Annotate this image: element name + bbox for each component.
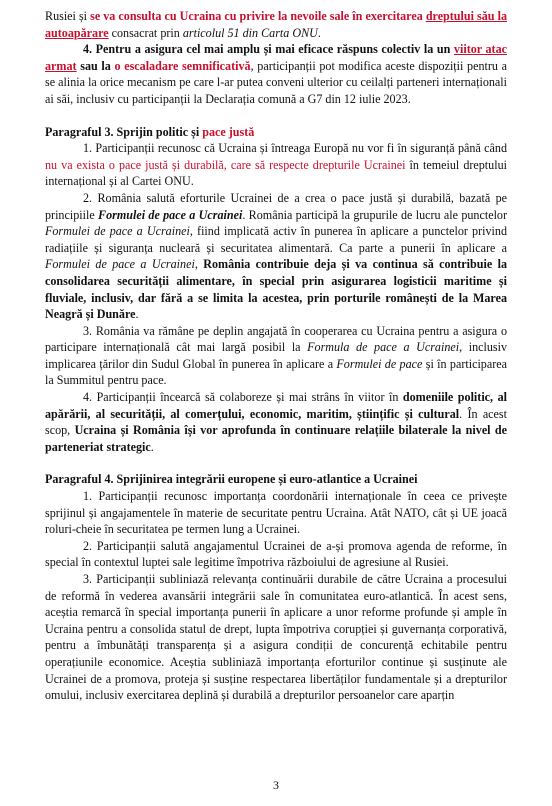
highlighted-text: viitor atac armat xyxy=(45,42,507,73)
highlighted-text: dreptului său la autoapărare xyxy=(45,9,507,40)
section-4-point-3: 3. Participanții subliniază relevanța continuării durabile de către Ucraina a procesului de reformă în vederea avansării integrării sale în comunitatea euro-atlantică. În acest sens, aceștia remarcă în special importanța punerii în aplicare a unor reforme profunde și ample în Ucraina pentru a consolida statul de drept, lupta împotriva corupției și guvernanța corporativă, pentru a îmbunătăți transparența și a asigura condiții de concurență echitabile pentru operațiunile economice. Aceștia subliniază importanța eforturilor continue și susținute ale Ucrainei de a promova, proteja și susține respectarea libertăților fundamentale și a drepturilor omului, inclusiv exercitarea deplină și durabilă a drepturilor persoanelor care aparțin xyxy=(45,572,507,703)
section-4-point-2: 2. Participanții salută angajamentul Ucrainei de a-și promova agenda de reforme, în special în contextul luptei sale legitime împotriva războiului de agresiune al Rusiei. xyxy=(45,538,507,570)
text-run: , participanții pot modifica aceste dispoziții pentru a se alinia la orice mecanism pe care l-ar putea conveni ulterior cu ceilalți parteneri internaționali ai săi, inclusiv cu participanții la Declarația comună a G7 din 12 iulie 2023. xyxy=(45,58,507,106)
formula-reference: Formula de pace a Ucrainei xyxy=(307,340,460,355)
text-run: Rusiei și xyxy=(45,9,91,23)
section-3-point-4 xyxy=(45,389,507,455)
text-run: 2. România salută eforturile Ucrainei de a crea o pace justă și durabilă, bazată pe principiile xyxy=(45,190,507,222)
intro-paragraph xyxy=(45,8,507,41)
text-run: , xyxy=(194,257,204,272)
text-run: . În acest scop, xyxy=(45,406,507,438)
text-run: . xyxy=(135,307,139,322)
bold-text: sau la xyxy=(76,58,115,73)
heading-highlight: pace justă xyxy=(202,124,255,139)
bold-text: Ucraina și România își vor aprofunda în continuare relațiile bilaterale la nivel de parteneriat strategic xyxy=(45,423,508,454)
highlighted-text: o escaladare semnificativă xyxy=(114,58,251,73)
bold-text: România contribuie deja și va continua să contribuie la consolidarea securității alimentare, în special prin asigurarea logisticii maritime și fluviale, inclusiv, dar fără a se limita la acestea, prin porturile românești de la Marea Neagră și Dunăre xyxy=(45,257,507,322)
formula-reference: Formulei de pace a Ucrainei xyxy=(98,207,243,222)
text-run: . România participă la grupurile de lucru ale punctelor xyxy=(242,207,507,222)
page-number: 3 xyxy=(273,778,279,792)
formula-reference: Formulei de pace xyxy=(336,356,423,371)
text-run: , fiind implicată activ în punerea în aplicare a punctelor privind radiațiile și siguranța nucleară și securitatea alimentară. Ca parte a punerii în aplicare a xyxy=(45,224,507,255)
spacer xyxy=(45,455,507,471)
text-run: și în participarea la Summitul pentru pace. xyxy=(45,356,507,388)
article-reference: articolul 51 din Carta ONU xyxy=(182,25,318,40)
heading-text: Paragraful 3. Sprijin politic și xyxy=(45,124,203,139)
section-3-point-3 xyxy=(45,323,507,389)
text-run: . xyxy=(317,25,321,40)
text-run: 4. Participanții încearcă să colaboreze și mai strâns în viitor în xyxy=(83,390,403,405)
text-run: în temeiul dreptului internațional și al Cartei ONU. xyxy=(45,157,507,189)
section-3-point-1 xyxy=(45,140,507,190)
highlighted-text: se va consulta cu Ucraina cu privire la nevoile sale în exercitarea xyxy=(90,9,426,23)
formula-reference: Formulei de pace a Ucrainei xyxy=(45,224,190,239)
document-page xyxy=(45,8,507,704)
spacer xyxy=(45,108,507,124)
text-run: , inclusiv implicarea țărilor din Sudul Global în punerea în aplicare a xyxy=(45,340,508,371)
section-3-heading xyxy=(45,124,507,141)
section-4-point-1: 1. Participanții recunosc importanța coordonării internaționale în ceea ce privește sprijinul și angajamentele în materie de securitate pentru Ucraina. Atât NATO, cât și UE joacă roluri-cheie în securitatea pe termen lung a Ucrainei. xyxy=(45,489,507,537)
section-3-point-2 xyxy=(45,190,507,323)
bold-text: 4. Pentru a asigura cel mai amplu și mai eficace răspuns colectiv la un xyxy=(83,42,454,57)
formula-reference: Formulei de pace a Ucrainei xyxy=(45,257,195,272)
bold-text: domeniile politic, al apărării, al securității, al comerțului, economic, maritim, științific și cultural xyxy=(45,390,507,421)
section-4-heading: Paragraful 4. Sprijinirea integrării europene și euro-atlantice a Ucrainei xyxy=(45,472,418,487)
text-run: 1. Participanții recunosc că Ucraina și întreaga Europă nu vor fi în siguranță până când xyxy=(83,141,507,156)
text-run: 3. România va rămâne pe deplin angajată în cooperarea cu Ucraina pentru a asigura o participare internațională cât mai largă posibil la xyxy=(45,323,507,355)
highlighted-text: nu va exista o pace justă și durabilă, care să respecte drepturile Ucrainei xyxy=(45,157,406,172)
text-run: consacrat prin xyxy=(108,25,183,40)
paragraph-2-point-4 xyxy=(45,41,507,107)
text-run: . xyxy=(150,439,154,454)
